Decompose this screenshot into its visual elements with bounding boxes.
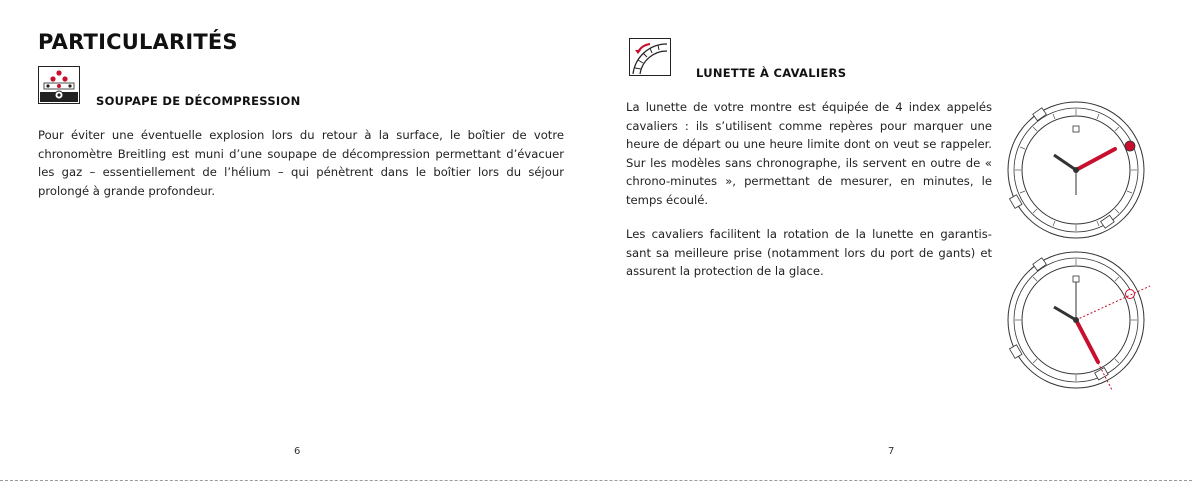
watch-bezel-illustration-elapsed <box>1001 250 1151 390</box>
bezel-paragraph-1: La lunette de votre montre est équipée de 4 index appelés cavaliers : ils s’utilisent comme repères pour marquer une heure de départ ou une heure limite dont on veut se rappeler. Sur les modèles sans chronographe, ils servent en outre de « chrono-minutes », permettant de mesurer, en minutes, le temps écoulé. <box>626 100 992 207</box>
bottom-rule <box>0 480 1192 481</box>
bezel-rider-icon <box>629 38 671 76</box>
page-number-right: 7 <box>888 446 895 457</box>
page-title: PARTICULARITÉS <box>38 30 238 54</box>
section-heading-bezel: LUNETTE À CAVALIERS <box>696 66 847 80</box>
bezel-paragraph-2: Les cavaliers facilitent la rotation de la lunette en garantis-sant sa meilleure prise (notamment lors du port de gants) et assurent la protection de la glace. <box>626 227 992 279</box>
section-heading-valve: SOUPAPE DE DÉCOMPRESSION <box>96 94 301 108</box>
right-page <box>596 0 1192 483</box>
valve-paragraph: Pour éviter une éventuelle explosion lors du retour à la surface, le boîtier de votre chronomètre Breitling est muni d’une soupape de décompression permettant d’évacuer les gaz – essentiellement de l’hélium – qui pénètrent dans le boîtier lors du séjour prolongé à grande profondeur. <box>38 128 564 198</box>
decompression-valve-icon <box>38 66 80 104</box>
page-number-left: 6 <box>294 446 301 457</box>
watch-bezel-illustration <box>1001 100 1151 240</box>
